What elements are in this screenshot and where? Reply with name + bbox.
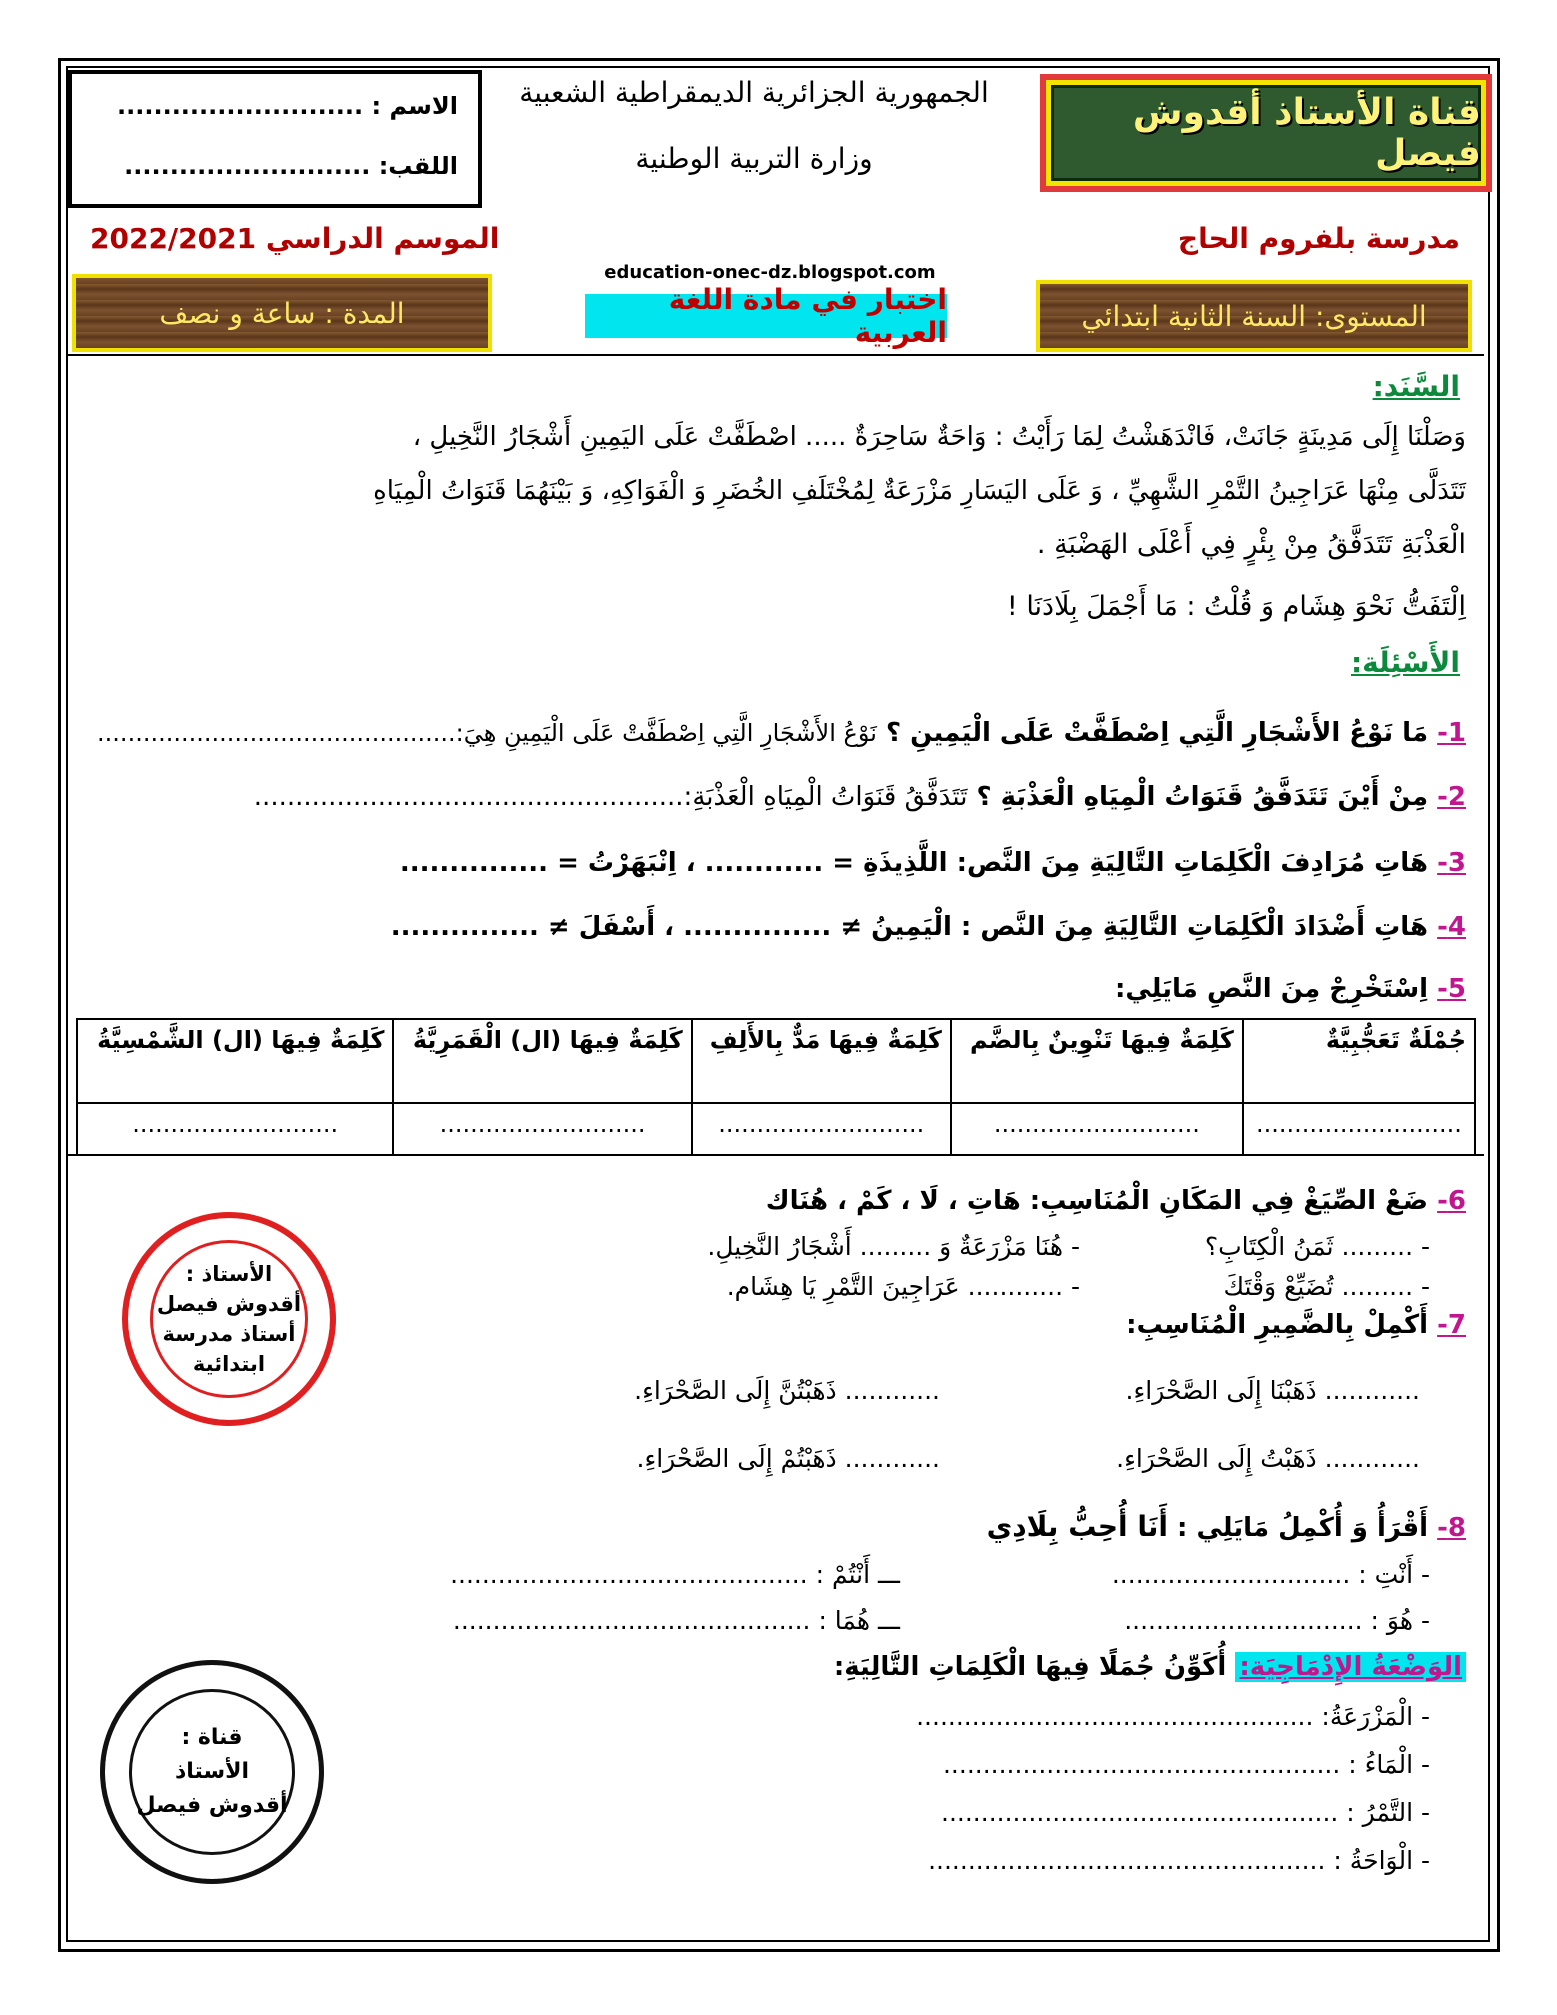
questions-heading: الأَسْئِلَة:: [1350, 646, 1460, 679]
integration-item[interactable]: - الْمَزْرَعَةُ: ..................................................: [916, 1702, 1430, 1731]
table-row: [77, 1103, 1475, 1155]
q6-item[interactable]: - ............ عَرَاجِينَ التَّمْرِ يَا هِشَام.: [726, 1272, 1080, 1301]
name-box: [68, 70, 482, 208]
integration-text: أُكَوِّنُ جُمَلًا فِيهَا الْكَلِمَاتِ التَّالِيَةِ:: [833, 1652, 1227, 1682]
question-number: 8-: [1437, 1513, 1466, 1543]
integration-label: الوَضْعَةُ الإِدْمَاجِيَة:: [1235, 1652, 1466, 1682]
ministry-title: وزارة التربية الوطنية: [635, 142, 873, 175]
integration-item[interactable]: - التَّمْرُ : ..................................................: [941, 1798, 1430, 1827]
text-line: اِلْتَفَتُّ نَحْوَ هِشَام وَ قُلْتُ : مَا أَجْمَلَ بِلَادَنَا !: [1006, 591, 1466, 622]
table-header-cell: جُمْلَةٌ تَعَجُّبِيَّةٌ: [1243, 1019, 1475, 1103]
table-header-cell: كَلِمَةٌ فِيهَا مَدٌّ بِالأَلِفِ: [692, 1019, 951, 1103]
name-row: [86, 92, 458, 120]
red-stamp-text: [157, 1259, 301, 1379]
stamp-line: أقدوش فيصل: [156, 1292, 302, 1316]
q8-highlight: أَنَا أُحِبُّ بِلَادِي: [986, 1510, 1168, 1543]
question-text: هَاتِ مُرَادِفَ الْكَلِمَاتِ التَّالِيَةِ مِنَ النَّص: اللَّذِيذَةِ = ............ ، اِنْبَهَرْتُ = ...............: [399, 848, 1429, 878]
surname-field[interactable]: ...........................: [124, 152, 371, 180]
question-number: 2-: [1437, 782, 1466, 812]
extraction-table: [76, 1018, 1476, 1156]
website: education-onec-dz.blogspot.com: [604, 262, 936, 283]
q7-item[interactable]: ............ ذَهَبْتُنَّ إِلَى الصَّحْرَاءِ.: [634, 1376, 940, 1405]
table-answer-cell[interactable]: ...........................: [77, 1103, 393, 1155]
school-season: الموسم الدراسي 2022/2021: [90, 222, 500, 255]
question-text: ضَعْ الصِّيَغْ فِي المَكَانِ الْمُنَاسِبِ: هَاتِ ، لَا ، كَمْ ، هُنَاك: [765, 1186, 1429, 1216]
header-divider: [68, 354, 1484, 356]
q8-item[interactable]: - هُوَ : ..............................: [1124, 1606, 1430, 1635]
stamp-line: الأستاذ :: [185, 1262, 273, 1286]
text-line: الْعَذْبَةِ تَتَدَفَّقُ مِنْ بِئْرٍ فِي أَعْلَى الهَضْبَةِ .: [1036, 529, 1466, 560]
question-number: 7-: [1437, 1310, 1466, 1340]
question-number: 5-: [1437, 974, 1466, 1004]
level-text: المستوى: السنة الثانية ابتدائي: [1081, 299, 1427, 333]
text-heading: السَّنَد:: [1372, 370, 1460, 403]
question-text: أَكْمِلْ بِالضَّمِيرِ الْمُنَاسِبِ:: [1126, 1310, 1429, 1340]
name-label: الاسم :: [371, 92, 458, 120]
table-header-cell: كَلِمَةٌ فِيهَا تَنْوِينٌ بِالضَّم: [951, 1019, 1243, 1103]
question-6: [560, 1186, 1466, 1216]
q7-item[interactable]: ............ ذَهَبْتُمْ إِلَى الصَّحْرَاءِ.: [636, 1444, 940, 1473]
table-header-cell: كَلِمَةٌ فِيهَا (ال) الشَّمْسِيَّةُ: [77, 1019, 393, 1103]
text-line: وَصَلْنَا إِلَى مَدِينَةٍ جَانَتْ، فَانْدَهَشْتُ لِمَا رَأَيْتُ : وَاحَةٌ سَاحِرَةٌ ..... اصْطَفَّتْ عَلَى اليَمِينِ أَشْجَارُ النَّخِيلِ ،: [412, 422, 1466, 452]
republic-title: الجمهورية الجزائرية الديمقراطية الشعبية: [519, 76, 989, 109]
question-number: 1-: [1437, 718, 1466, 748]
question-number: 6-: [1437, 1186, 1466, 1216]
question-5: [76, 974, 1466, 1004]
question-4: [76, 912, 1466, 942]
q6-item[interactable]: - ......... ثَمَنُ الْكِتَابِ؟: [1204, 1232, 1430, 1261]
q6-item[interactable]: - ......... تُضَيِّعْ وَقْتَكَ: [1223, 1272, 1430, 1301]
black-stamp-text: [136, 1721, 287, 1823]
question-text: هَاتِ أَضْدَادَ الْكَلِمَاتِ التَّالِيَةِ مِنَ النَّص : الْيَمِينُ ≠ ............... ، أَسْفَلَ ≠ ...............: [390, 912, 1429, 942]
name-field[interactable]: ...........................: [116, 92, 364, 120]
table-answer-cell[interactable]: ...........................: [1243, 1103, 1475, 1155]
stamp-line: قناة :: [181, 1725, 243, 1750]
q7-item[interactable]: ............ ذَهَبْنَا إِلَى الصَّحْرَاءِ.: [1125, 1376, 1420, 1405]
text-line: تَتَدَلَّى مِنْهَا عَرَاجِينُ التَّمْرِ الشَّهِيِّ ، وَ عَلَى اليَسَارِ مَزْرَعَةٌ لِمُخْتَلَفِ الخُضَرِ وَ الْفَوَاكِهِ، وَ بَيْنَهُمَا قَنَوَاتُ الْمِيَاهِ: [373, 476, 1466, 506]
channel-name: قناة الأستاذ أقدوش فيصل: [1132, 92, 1481, 174]
surname-row: [86, 152, 458, 180]
channel-banner: [1046, 80, 1486, 186]
table-answer-cell[interactable]: ...........................: [692, 1103, 951, 1155]
question-text: مَا نَوْعُ الأَشْجَارِ الَّتِي اِصْطَفَّتْ عَلَى الْيَمِينِ ؟: [886, 718, 1429, 748]
level-board: [1036, 280, 1472, 352]
answer-line[interactable]: نَوْعُ الأَشْجَارِ الَّتِي اِصْطَفَّتْ عَلَى الْيَمِينِ هِيَ:...............................................: [97, 719, 877, 747]
black-stamp: [100, 1660, 324, 1884]
question-8: [900, 1510, 1466, 1543]
table-answer-cell[interactable]: ...........................: [393, 1103, 691, 1155]
integration-task: [700, 1652, 1466, 1682]
table-header-cell: كَلِمَةٌ فِيهَا (ال) الْقَمَرِيَّةُ: [393, 1019, 691, 1103]
school-name: مدرسة بلفروم الحاج: [1177, 222, 1460, 255]
table-header-row: [77, 1019, 1475, 1103]
question-text: أَقْرَأُ وَ أُكْمِلُ مَايَلِي :: [1177, 1513, 1429, 1543]
exam-title: اختبار في مادة اللغة العربية: [668, 283, 947, 349]
stamp-line: أستاذ مدرسة: [162, 1322, 296, 1346]
question-3: [76, 848, 1466, 878]
surname-label: اللقب:: [378, 152, 458, 180]
reading-text: [76, 410, 1466, 634]
question-text: اِسْتَخْرِجْ مِنَ النَّصِ مَايَلِي:: [1114, 974, 1429, 1004]
question-2: [76, 782, 1466, 812]
question-7: [800, 1310, 1466, 1340]
integration-item[interactable]: - الْمَاءُ : ..................................................: [942, 1750, 1430, 1779]
q8-item[interactable]: ـــ هُمَا : .............................................: [452, 1606, 900, 1635]
q8-item[interactable]: - أَنْتِ : ..............................: [1111, 1560, 1430, 1589]
q7-item[interactable]: ............ ذَهَبْتُ إِلَى الصَّحْرَاءِ.: [1116, 1444, 1420, 1473]
exam-title-box: [585, 283, 947, 349]
table-answer-cell[interactable]: ...........................: [951, 1103, 1243, 1155]
answer-line[interactable]: تَتَدَفَّقُ قَنَوَاتُ الْمِيَاهِ الْعَذْبَةِ:....................................................: [253, 782, 968, 812]
question-1: [76, 718, 1466, 748]
duration-text: المدة : ساعة و نصف: [159, 296, 405, 330]
integration-item[interactable]: - الْوَاحَةُ : ..................................................: [928, 1846, 1430, 1875]
red-stamp: [122, 1212, 336, 1426]
question-text: مِنْ أَيْنَ تَتَدَفَّقُ قَنَوَاتُ الْمِيَاهِ الْعَذْبَةِ ؟: [976, 782, 1429, 812]
stamp-line: ابتدائية: [192, 1352, 266, 1376]
q6-item[interactable]: - هُنَا مَزْرَعَةٌ وَ ......... أَشْجَارُ النَّخِيلِ.: [707, 1232, 1080, 1261]
duration-board: [72, 274, 492, 352]
question-number: 3-: [1437, 848, 1466, 878]
section-divider: [68, 1154, 1484, 1156]
question-number: 4-: [1437, 912, 1466, 942]
q8-item[interactable]: ـــ أَنْتُمْ : .............................................: [450, 1560, 900, 1589]
stamp-line: أقدوش فيصل: [136, 1793, 288, 1818]
stamp-line: الأستاذ: [174, 1759, 250, 1784]
